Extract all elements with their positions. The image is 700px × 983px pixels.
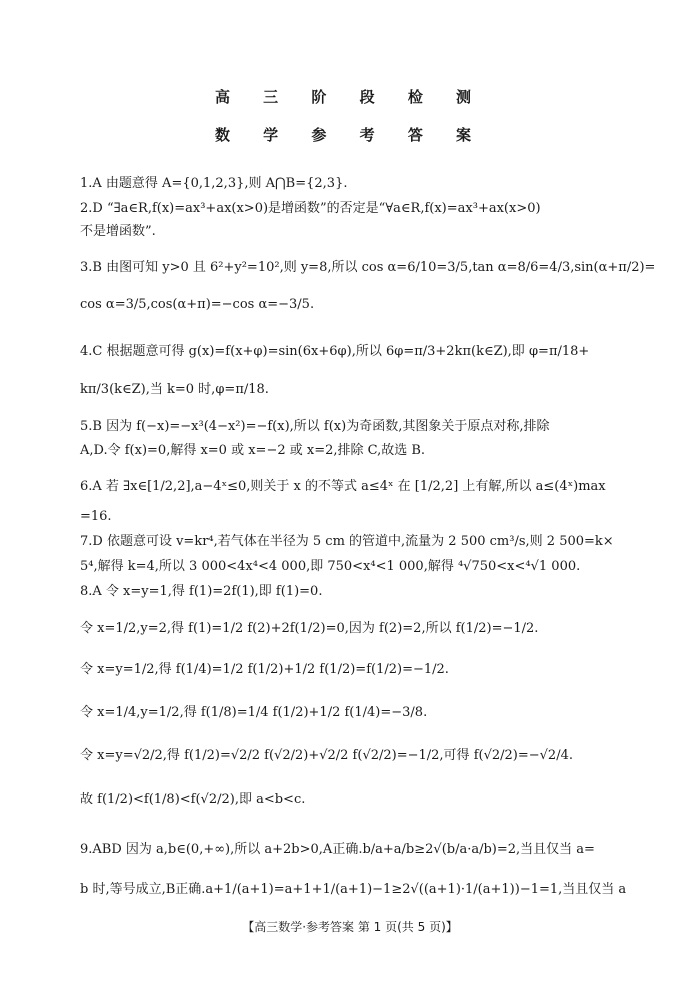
answer-line-8: 8.A 令 x=y=1,得 f(1)=2f(1),即 f(1)=0. (80, 584, 323, 599)
answer-line-8-a: 令 x=1/2,y=2,得 f(1)=1/2 f(2)+2f(1/2)=0,因为 f(2)=2,所以 f(1/2)=−1/2. (80, 621, 539, 636)
answer-line-6: 6.A 若 ∃x∈[1/2,2],a−4ˣ≤0,则关于 x 的不等式 a≤4ˣ 在 [1/2,2] 上有解,所以 a≤(4ˣ)max (80, 479, 606, 494)
answer-line-3: 3.B 由图可知 y>0 且 6²+y²=10²,则 y=8,所以 cos α=6/10=3/5,tan α=8/6=4/3,sin(α+π/2)= (80, 260, 656, 275)
answer-line-8-b: 令 x=y=1/2,得 f(1/4)=1/2 f(1/2)+1/2 f(1/2)=f(1/2)=−1/2. (80, 662, 449, 677)
answer-line-4: 4.C 根据题意可得 g(x)=f(x+φ)=sin(6x+6φ),所以 6φ=π/3+2kπ(k∈Z),即 φ=π/18+ (80, 344, 590, 359)
answer-line-4-cont: kπ/3(k∈Z),当 k=0 时,φ=π/18. (80, 382, 269, 397)
answer-line-1: 1.A 由题意得 A={0,1,2,3},则 A⋂B={2,3}. (80, 176, 348, 191)
answer-line-8-e: 故 f(1/2)<f(1/8)<f(√2/2),即 a<b<c. (80, 792, 306, 807)
answer-line-5: 5.B 因为 f(−x)=−x³(4−x²)=−f(x),所以 f(x)为奇函数,其图象关于原点对称,排除 (80, 419, 550, 434)
answer-line-7-cont: 5⁴,解得 k=4,所以 3 000<4x⁴<4 000,即 750<x⁴<1 000,解得 ⁴√750<x<⁴√1 000. (80, 559, 581, 574)
answer-line-5-cont: A,D.令 f(x)=0,解得 x=0 或 x=−2 或 x=2,排除 C,故选 B. (80, 443, 426, 458)
answer-line-6-cont: =16. (80, 509, 112, 524)
page-subtitle: 数 学 参 考 答 案 (214, 126, 486, 144)
answer-line-8-c: 令 x=1/4,y=1/2,得 f(1/8)=1/4 f(1/2)+1/2 f(1/4)=−3/8. (80, 705, 428, 720)
answer-line-9-cont: b 时,等号成立,B正确.a+1/(a+1)=a+1+1/(a+1)−1≥2√((a+1)·1/(a+1))−1=1,当且仅当 a (80, 882, 627, 897)
answer-line-7: 7.D 依题意可设 v=kr⁴,若气体在半径为 5 cm 的管道中,流量为 2 500 cm³/s,则 2 500=k× (80, 534, 614, 549)
answer-line-9: 9.ABD 因为 a,b∈(0,+∞),所以 a+2b>0,A正确.b/a+a/b≥2√(b/a·a/b)=2,当且仅当 a= (80, 842, 595, 857)
page-footer: 【高三数学·参考答案 第 1 页(共 5 页)】 (242, 920, 458, 934)
answer-line-2-cont: 不是增函数”. (80, 224, 156, 239)
answer-line-8-d: 令 x=y=√2/2,得 f(1/2)=√2/2 f(√2/2)+√2/2 f(√2/2)=−1/2,可得 f(√2/2)=−√2/4. (80, 748, 573, 763)
answer-line-2: 2.D “∃a∈R,f(x)=ax³+ax(x>0)是增函数”的否定是“∀a∈R,f(x)=ax³+ax(x>0) (80, 201, 541, 216)
page-title: 高 三 阶 段 检 测 (214, 88, 486, 106)
answer-line-3-cont: cos α=3/5,cos(α+π)=−cos α=−3/5. (80, 297, 315, 312)
